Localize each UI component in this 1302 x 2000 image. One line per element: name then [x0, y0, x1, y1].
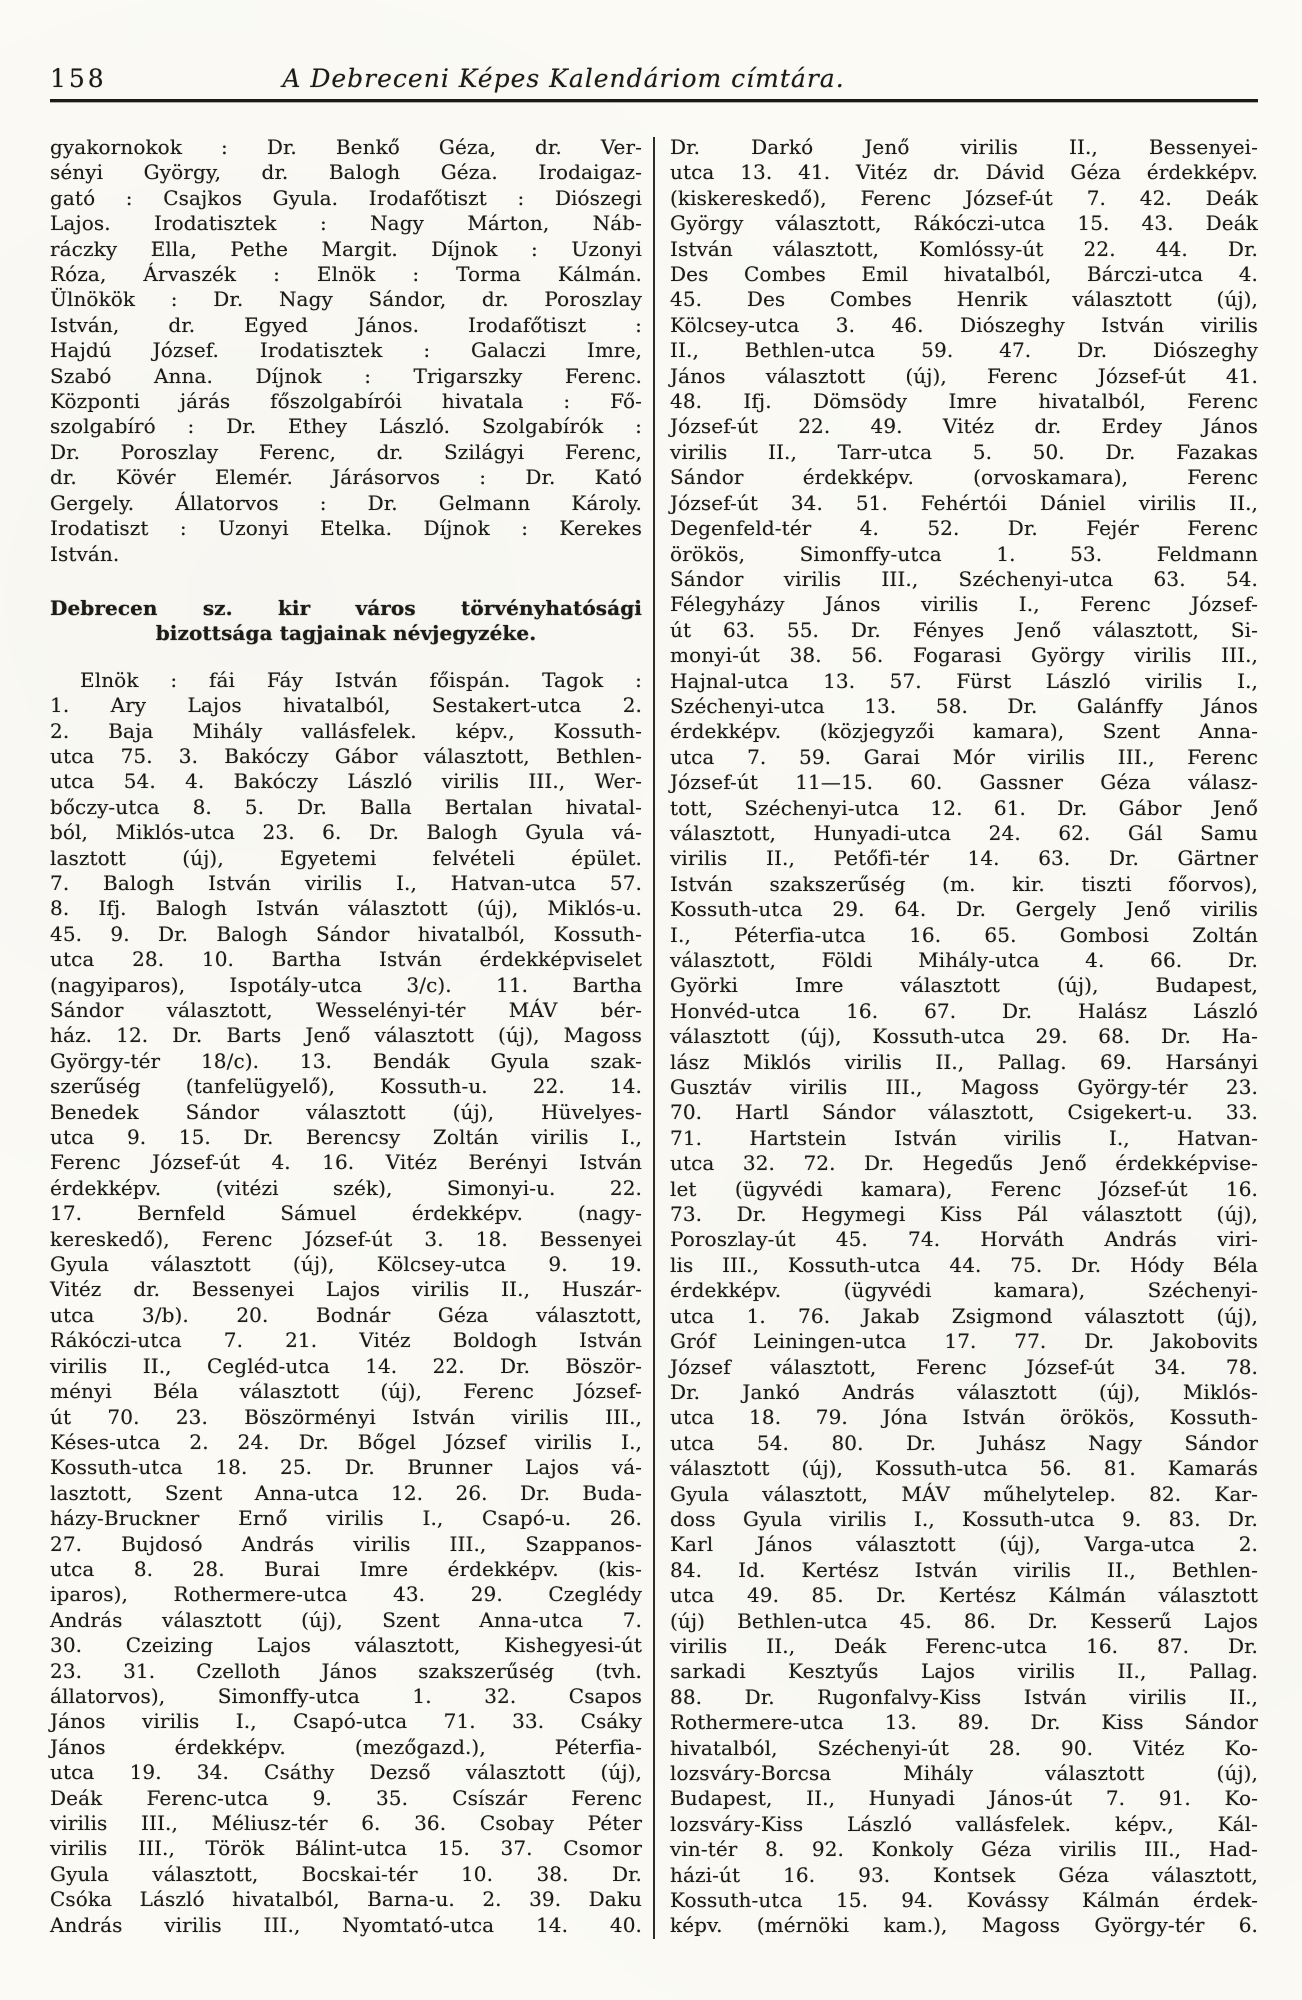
text-line: utca 1. 76. Jakab Zsigmond választott (új),	[670, 1303, 1258, 1328]
text-line: ményi Béla választott (új), Ferenc József-	[50, 1379, 642, 1404]
text-line: utca 9. 15. Dr. Berencsy Zoltán virilis I.,	[50, 1125, 642, 1150]
text-line: Dr. Darkó Jenő virilis II., Bessenyei-	[670, 135, 1258, 159]
text-line: István.	[50, 541, 120, 566]
text-line: Szabó Anna. Díjnok : Trigarszky Ferenc.	[50, 363, 642, 388]
text-line: házi-út 16. 93. Kontsek Géza választott,	[670, 1862, 1258, 1887]
header-rule	[50, 99, 1258, 102]
text-columns	[50, 135, 1258, 1939]
text-line: út 70. 23. Böszörményi István virilis III.,	[50, 1404, 642, 1429]
text-line: virilis II., Petőfi-tér 14. 63. Dr. Gärtner	[670, 846, 1258, 871]
text-line: 8. Ifj. Balogh István választott (új), Miklós-u.	[50, 896, 642, 921]
text-line: 27. Bujdosó András virilis III., Szappanos-	[50, 1531, 642, 1556]
text-line: házy-Bruckner Ernő virilis I., Csapó-u. 26.	[50, 1506, 642, 1531]
text-line: Központi járás főszolgabírói hivatala : Fő-	[50, 389, 642, 414]
text-line: Vitéz dr. Bessenyei Lajos virilis II., Huszár-	[50, 1277, 642, 1302]
text-line: lis III., Kossuth-utca 44. 75. Dr. Hódy Béla	[670, 1252, 1258, 1277]
text-line: érdekképv. (ügyvédi kamara), Széchenyi-	[670, 1278, 1258, 1303]
text-line: Kölcsey-utca 3. 46. Diószeghy István virilis	[670, 312, 1258, 337]
text-line: Széchenyi-utca 13. 58. Dr. Galánffy János	[670, 693, 1258, 718]
text-line: István szakszerűség (m. kir. tiszti főorvos),	[670, 871, 1258, 896]
paragraph-office-staff	[50, 135, 642, 567]
text-line: 45. Des Combes Henrik választott (új),	[670, 287, 1258, 312]
text-line: Rákóczi-utca 7. 21. Vitéz Boldogh István	[50, 1328, 642, 1353]
right-column	[670, 135, 1258, 1939]
text-line: József-út 11—15. 60. Gassner Géza válasz-	[670, 770, 1258, 795]
text-line: lasztott, Szent Anna-utca 12. 26. Dr. Buda-	[50, 1480, 642, 1505]
text-line: érdekképv. (vitézi szék), Simonyi-u. 22.	[50, 1175, 642, 1200]
text-line: 48. Ifj. Dömsödy Imre hivatalból, Ferenc	[670, 389, 1258, 414]
text-line: Hajdú József. Irodatisztek : Galaczi Imre,	[50, 338, 642, 363]
text-line: 70. Hartl Sándor választott, Csigekert-u. 33.	[670, 1100, 1258, 1125]
text-line: Gusztáv virilis III., Magoss György-tér 23.	[670, 1075, 1258, 1100]
text-line: 7. Balogh István virilis I., Hatvan-utca 57.	[50, 870, 642, 895]
text-line: 88. Dr. Rugonfalvy-Kiss István virilis II.,	[670, 1684, 1258, 1709]
text-line: Dr. Poroszlay Ferenc, dr. Szilágyi Ferenc,	[50, 439, 642, 464]
text-line: vin-tér 8. 92. Konkoly Géza virilis III., Had-	[670, 1837, 1258, 1862]
page-number: 158	[50, 64, 107, 93]
text-line: választott (új), Kossuth-utca 29. 68. Dr. Ha-	[670, 1024, 1258, 1049]
text-line: lasztott (új), Egyetemi felvételi épület.	[50, 845, 642, 870]
text-line: sényi György, dr. Balogh Géza. Irodaigaz-	[50, 160, 642, 185]
text-line: Elnök : fái Fáy István főispán. Tagok :	[80, 667, 642, 692]
text-line: Györki Imre választott (új), Budapest,	[670, 973, 1258, 998]
text-line: János virilis I., Csapó-utca 71. 33. Csáky	[50, 1709, 642, 1734]
text-line: utca 19. 34. Csáthy Dezső választott (új),	[50, 1760, 642, 1785]
text-line: utca 54. 80. Dr. Juhász Nagy Sándor	[670, 1430, 1258, 1455]
text-line: kereskedő), Ferenc József-út 3. 18. Bessenyei	[50, 1226, 642, 1251]
text-line: I., Péterfia-utca 16. 65. Gombosi Zoltán	[670, 922, 1258, 947]
text-line: János érdekképv. (mezőgazd.), Péterfia-	[50, 1734, 642, 1759]
text-line: virilis II., Tarr-utca 5. 50. Dr. Fazakas	[670, 439, 1258, 464]
text-line: lozsváry-Kiss László vallásfelek. képv., Kál-	[670, 1811, 1258, 1836]
text-line: 73. Dr. Hegymegi Kiss Pál választott (új),	[670, 1202, 1258, 1227]
text-line: utca 75. 3. Bakóczy Gábor választott, Bethlen-	[50, 743, 642, 768]
text-line: monyi-út 38. 56. Fogarasi György virilis III.,	[670, 643, 1258, 668]
running-header	[50, 62, 1257, 94]
text-line: (új) Bethlen-utca 45. 86. Dr. Kesserű Lajos	[670, 1608, 1258, 1633]
text-line: Gergely. Állatorvos : Dr. Gelmann Károly.	[50, 490, 642, 515]
text-line: Kossuth-utca 15. 94. Kovássy Kálmán érdek-	[670, 1888, 1258, 1913]
text-line: Honvéd-utca 16. 67. Dr. Halász László	[670, 998, 1258, 1023]
text-line: György választott, Rákóczi-utca 15. 43. Deák	[670, 211, 1258, 236]
section-heading	[50, 596, 642, 647]
text-line: utca 32. 72. Dr. Hegedűs Jenő érdekképvise-	[670, 1151, 1258, 1176]
text-line: Lajos. Irodatisztek : Nagy Márton, Náb-	[50, 211, 642, 236]
text-line: utca 54. 4. Bakóczy László virilis III., Wer-	[50, 769, 642, 794]
text-line: Debrecen sz. kir város törvényhatósági	[50, 595, 642, 620]
text-line: Irodatiszt : Uzonyi Etelka. Díjnok : Kerekes	[50, 516, 642, 541]
text-line: virilis II., Deák Ferenc-utca 16. 87. Dr.	[670, 1633, 1258, 1658]
text-line: Budapest, II., Hunyadi János-út 7. 91. Ko-	[670, 1786, 1258, 1811]
text-line: Des Combes Emil hivatalból, Bárczi-utca 4.	[670, 262, 1258, 287]
text-line: József választott, Ferenc József-út 34. 78.	[670, 1354, 1258, 1379]
text-line: virilis II., Cegléd-utca 14. 22. Dr. Böször-	[50, 1353, 642, 1378]
text-line: Félegyházy János virilis I., Ferenc József-	[670, 592, 1258, 617]
text-line: István, dr. Egyed János. Irodafőtiszt :	[50, 312, 642, 337]
text-line: Kossuth-utca 29. 64. Dr. Gergely Jenő virilis	[670, 897, 1258, 922]
text-line: választott, Földi Mihály-utca 4. 66. Dr.	[670, 948, 1258, 972]
text-line: Gyula választott (új), Kölcsey-utca 9. 19.	[50, 1252, 642, 1277]
text-line: lász Miklós virilis II., Pallag. 69. Harsányi	[670, 1049, 1258, 1074]
text-line: sarkadi Kesztyűs Lajos virilis II., Pallag.	[670, 1659, 1258, 1684]
text-line: gyakornokok : Dr. Benkő Géza, dr. Ver-	[50, 135, 642, 159]
text-line: doss Gyula virilis I., Kossuth-utca 9. 83. Dr.	[670, 1506, 1258, 1531]
text-line: utca 18. 79. Jóna István örökös, Kossuth-	[670, 1405, 1258, 1430]
text-line: érdekképv. (közjegyzői kamara), Szent Anna-	[670, 719, 1258, 744]
text-line: István választott, Komlóssy-út 22. 44. Dr.	[670, 236, 1258, 261]
text-line: virilis III., Török Bálint-utca 15. 37. Csomor	[50, 1836, 642, 1861]
text-line: út 63. 55. Dr. Fényes Jenő választott, Si-	[670, 617, 1258, 642]
text-line: 2. Baja Mihály vallásfelek. képv., Kossuth-	[50, 718, 642, 743]
text-line: bőczy-utca 8. 5. Dr. Balla Bertalan hivatal-	[50, 794, 642, 819]
text-line: választott (új), Kossuth-utca 56. 81. Kamarás	[670, 1456, 1258, 1481]
text-line: Ferenc József-út 4. 16. Vitéz Berényi István	[50, 1150, 642, 1175]
text-line: Sándor érdekképv. (orvoskamara), Ferenc	[670, 465, 1258, 490]
text-line: Gróf Leiningen-utca 17. 77. Dr. Jakobovits	[670, 1329, 1258, 1354]
text-line: (nagyiparos), Ispotály-utca 3/c). 11. Bartha	[50, 972, 642, 997]
left-column	[50, 135, 642, 1938]
text-line: 17. Bernfeld Sámuel érdekképv. (nagy-	[50, 1201, 642, 1226]
text-line: utca 13. 41. Vitéz dr. Dávid Géza érdekképv.	[670, 160, 1258, 185]
text-line: lozsváry-Borcsa Mihály választott (új),	[670, 1761, 1258, 1785]
text-line: 71. Hartstein István virilis I., Hatvan-	[670, 1125, 1258, 1150]
column-divider	[653, 137, 655, 1939]
text-line: szerűség (tanfelügyelő), Kossuth-u. 22. 14.	[50, 1074, 642, 1099]
text-line: bizottsága tagjainak névjegyzéke.	[155, 621, 537, 646]
text-line: Róza, Árvaszék : Elnök : Torma Kálmán.	[50, 262, 642, 287]
text-line: Hajnal-utca 13. 57. Fürst László virilis I.,	[670, 668, 1258, 693]
text-line: Sándor virilis III., Széchenyi-utca 63. 54.	[670, 566, 1258, 591]
text-line: iparos), Rothermere-utca 43. 29. Czeglédy	[50, 1582, 642, 1607]
text-line: Deák Ferenc-utca 9. 35. Csíszár Ferenc	[50, 1785, 642, 1810]
text-line: Ülnökök : Dr. Nagy Sándor, dr. Poroszlay	[50, 287, 642, 312]
text-line: utca 7. 59. Garai Mór virilis III., Ferenc	[670, 744, 1258, 769]
text-line: 30. Czeizing Lajos választott, Kishegyesi-út	[50, 1633, 642, 1658]
text-line: Csóka László hivatalból, Barna-u. 2. 39. Daku	[50, 1887, 642, 1912]
paragraph-members-list-continued	[670, 135, 1258, 1939]
text-line: János választott (új), Ferenc József-út 41.	[670, 363, 1258, 388]
paragraph-members-list	[50, 668, 642, 1938]
page-title: A Debreceni Képes Kalendáriom címtára.	[282, 64, 845, 93]
text-line: utca 28. 10. Bartha István érdekképviselet	[50, 947, 642, 972]
text-line: Gyula választott, MÁV műhelytelep. 82. Kar-	[670, 1481, 1258, 1506]
text-line: (kiskereskedő), Ferenc József-út 7. 42. Deák	[670, 185, 1258, 210]
text-line: András választott (új), Szent Anna-utca 7.	[50, 1607, 642, 1632]
text-line: let (ügyvédi kamara), Ferenc József-út 16.	[670, 1176, 1258, 1201]
text-line: ház. 12. Dr. Barts Jenő választott (új), Magoss	[50, 1023, 642, 1048]
text-line: Rothermere-utca 13. 89. Dr. Kiss Sándor	[670, 1710, 1258, 1735]
text-line: gató : Csajkos Gyula. Irodafőtiszt : Diószegi	[50, 185, 642, 210]
text-line: virilis III., Méliusz-tér 6. 36. Csobay Péter	[50, 1811, 642, 1835]
text-line: képv. (mérnöki kam.), Magoss György-tér 6.	[670, 1913, 1258, 1938]
text-line: Degenfeld-tér 4. 52. Dr. Fejér Ferenc	[670, 516, 1258, 541]
text-line: Késes-utca 2. 24. Dr. Bőgel József virilis I.,	[50, 1429, 642, 1454]
text-line: 1. Ary Lajos hivatalból, Sestakert-utca 2.	[50, 693, 642, 718]
text-line: II., Bethlen-utca 59. 47. Dr. Diószeghy	[670, 338, 1258, 363]
text-line: utca 3/b). 20. Bodnár Géza választott,	[50, 1302, 642, 1327]
text-line: József-út 22. 49. Vitéz dr. Erdey János	[670, 414, 1258, 439]
text-line: Sándor választott, Wesselényi-tér MÁV bér-	[50, 998, 642, 1022]
text-line: Dr. Jankó András választott (új), Miklós-	[670, 1379, 1258, 1404]
text-line: 84. Id. Kertész István virilis II., Bethlen-	[670, 1557, 1258, 1582]
text-line: ráczky Ella, Pethe Margit. Díjnok : Uzonyi	[50, 236, 642, 261]
text-line: András virilis III., Nyomtató-utca 14. 40.	[50, 1912, 642, 1937]
text-line: Gyula választott, Bocskai-tér 10. 38. Dr.	[50, 1861, 642, 1886]
text-line: József-út 34. 51. Fehértói Dániel virilis II.,	[670, 490, 1258, 515]
text-line: szolgabíró : Dr. Ethey László. Szolgabírók :	[50, 414, 642, 439]
text-line: választott, Hunyadi-utca 24. 62. Gál Samu	[670, 820, 1258, 845]
text-line: dr. Kövér Elemér. Járásorvos : Dr. Kató	[50, 465, 642, 490]
text-line: Karl János választott (új), Varga-utca 2.	[670, 1532, 1258, 1557]
text-line: 23. 31. Czelloth János szakszerűség (tvh.	[50, 1658, 642, 1683]
text-line: állatorvos), Simonffy-utca 1. 32. Csapos	[50, 1683, 642, 1708]
text-line: 45. 9. Dr. Balogh Sándor hivatalból, Kossuth-	[50, 921, 642, 946]
text-line: utca 49. 85. Dr. Kertész Kálmán választott	[670, 1583, 1258, 1608]
text-line: örökös, Simonffy-utca 1. 53. Feldmann	[670, 541, 1258, 566]
text-line: György-tér 18/c). 13. Bendák Gyula szak-	[50, 1048, 642, 1073]
text-line: Benedek Sándor választott (új), Hüvelyes-	[50, 1099, 642, 1124]
text-line: tott, Széchenyi-utca 12. 61. Dr. Gábor Jenő	[670, 795, 1258, 820]
text-line: Poroszlay-út 45. 74. Horváth András viri-	[670, 1227, 1258, 1252]
text-line: utca 8. 28. Burai Imre érdekképv. (kis-	[50, 1556, 642, 1581]
text-line: ból, Miklós-utca 23. 6. Dr. Balogh Gyula vá-	[50, 820, 642, 845]
text-line: Kossuth-utca 18. 25. Dr. Brunner Lajos vá-	[50, 1455, 642, 1480]
text-line: hivatalból, Széchenyi-út 28. 90. Vitéz Ko-	[670, 1735, 1258, 1760]
